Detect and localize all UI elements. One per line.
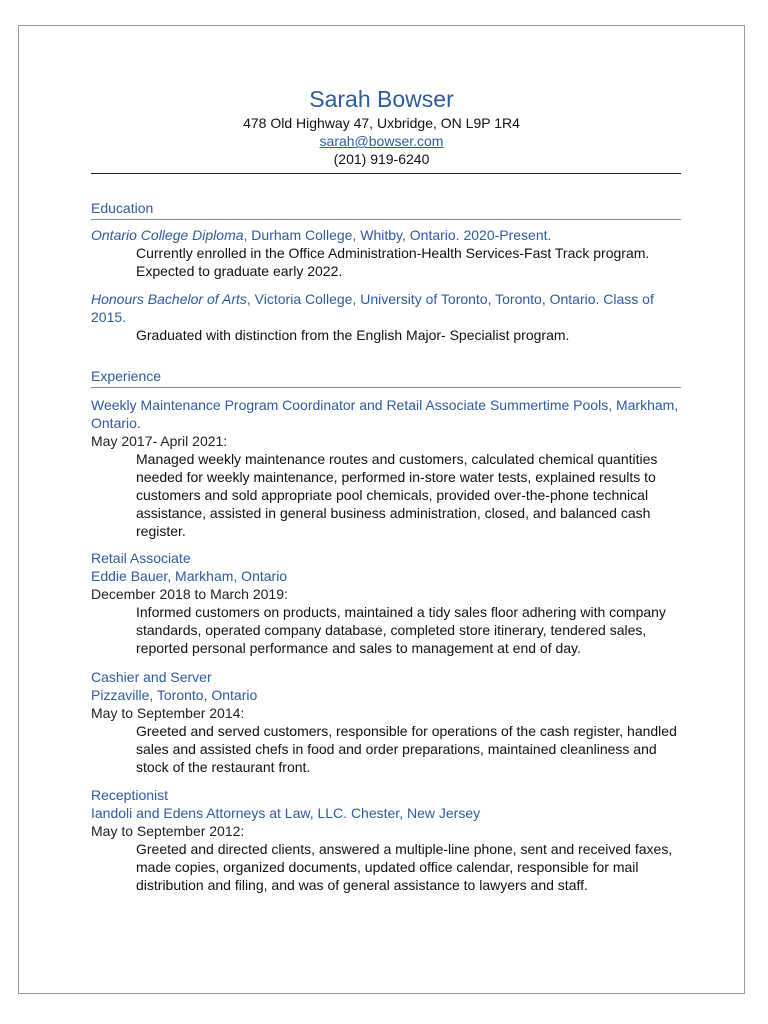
job-detail: customers and sold appropriate pool chemicals, provided over-the-phone technical: [136, 487, 649, 503]
degree-title: Ontario College Diploma: [91, 227, 244, 243]
job-dates: May to September 2014:: [91, 705, 245, 721]
job-role: Weekly Maintenance Program Coordinator and Retail Associate Summertime Pools, Markham,: [91, 397, 679, 413]
job-detail: distribution and filing, and was of general assistance to lawyers and staff.: [136, 877, 588, 893]
employer: Pizzaville, Toronto, Ontario: [91, 687, 258, 703]
header-divider: [91, 173, 681, 174]
job-detail: Informed customers on products, maintained a tidy sales floor adhering with company: [136, 604, 666, 620]
job-detail: needed for weekly maintenance, performed in-store water tests, explained results to: [136, 469, 656, 485]
job-detail: stock of the restaurant front.: [136, 759, 311, 775]
job-detail: register.: [136, 523, 186, 539]
experience-entry: [91, 396, 681, 540]
phone: (201) 919-6240: [333, 151, 430, 167]
institution: , Durham College, Whitby, Ontario. 2020-Present.: [243, 227, 552, 243]
email-link[interactable]: sarah@bowser.com: [319, 133, 444, 149]
job-detail: Greeted and served customers, responsible for operations of the cash register, handled: [136, 723, 677, 739]
institution: , Victoria College, University of Toronto, Toronto, Ontario. Class of: [246, 291, 654, 307]
job-role-cont: Ontario.: [91, 415, 141, 431]
job-detail: reported personal performance and sales to management at end of day.: [136, 640, 581, 656]
job-dates: May 2017- April 2021:: [91, 433, 228, 449]
resume-page: [18, 25, 745, 994]
candidate-name: Sarah Bowser: [309, 86, 454, 112]
job-detail: Greeted and directed clients, answered a multiple-line phone, sent and received faxes,: [136, 841, 673, 857]
education-detail: Graduated with distinction from the English Major- Specialist program.: [136, 327, 570, 343]
education-detail: Currently enrolled in the Office Administration-Health Services-Fast Track program.: [136, 245, 650, 261]
employer: Iandoli and Edens Attorneys at Law, LLC. Chester, New Jersey: [91, 805, 481, 821]
employer: Eddie Bauer, Markham, Ontario: [91, 568, 288, 584]
experience-heading: Experience: [91, 367, 681, 388]
institution-cont: 2015.: [91, 309, 127, 325]
education-entry: [91, 290, 681, 344]
experience-entry: [91, 786, 681, 894]
job-detail: made copies, organized documents, updated office calendar, responsible for mail: [136, 859, 639, 875]
degree-title: Honours Bachelor of Arts: [91, 291, 247, 307]
job-detail: standards, operated company database, completed store itinerary, tendered sales,: [136, 622, 647, 638]
job-dates: May to September 2012:: [91, 823, 245, 839]
job-role: Receptionist: [91, 787, 169, 803]
job-detail: sales and assisted chefs in food and order preparations, maintained cleanliness and: [136, 741, 657, 757]
education-entry: [91, 226, 681, 280]
address: 478 Old Highway 47, Uxbridge, ON L9P 1R4: [243, 115, 520, 131]
job-role: Cashier and Server: [91, 669, 212, 685]
experience-entry: [91, 549, 681, 657]
job-role: Retail Associate: [91, 550, 191, 566]
education-detail: Expected to graduate early 2022.: [136, 263, 343, 279]
job-dates: December 2018 to March 2019:: [91, 586, 288, 602]
experience-entry: [91, 668, 681, 776]
resume-header: [19, 84, 744, 168]
education-heading: Education: [91, 199, 681, 220]
job-detail: Managed weekly maintenance routes and customers, calculated chemical quantities: [136, 451, 658, 467]
job-detail: assistance, assisted in general business administration, closed, and balanced cash: [136, 505, 651, 521]
